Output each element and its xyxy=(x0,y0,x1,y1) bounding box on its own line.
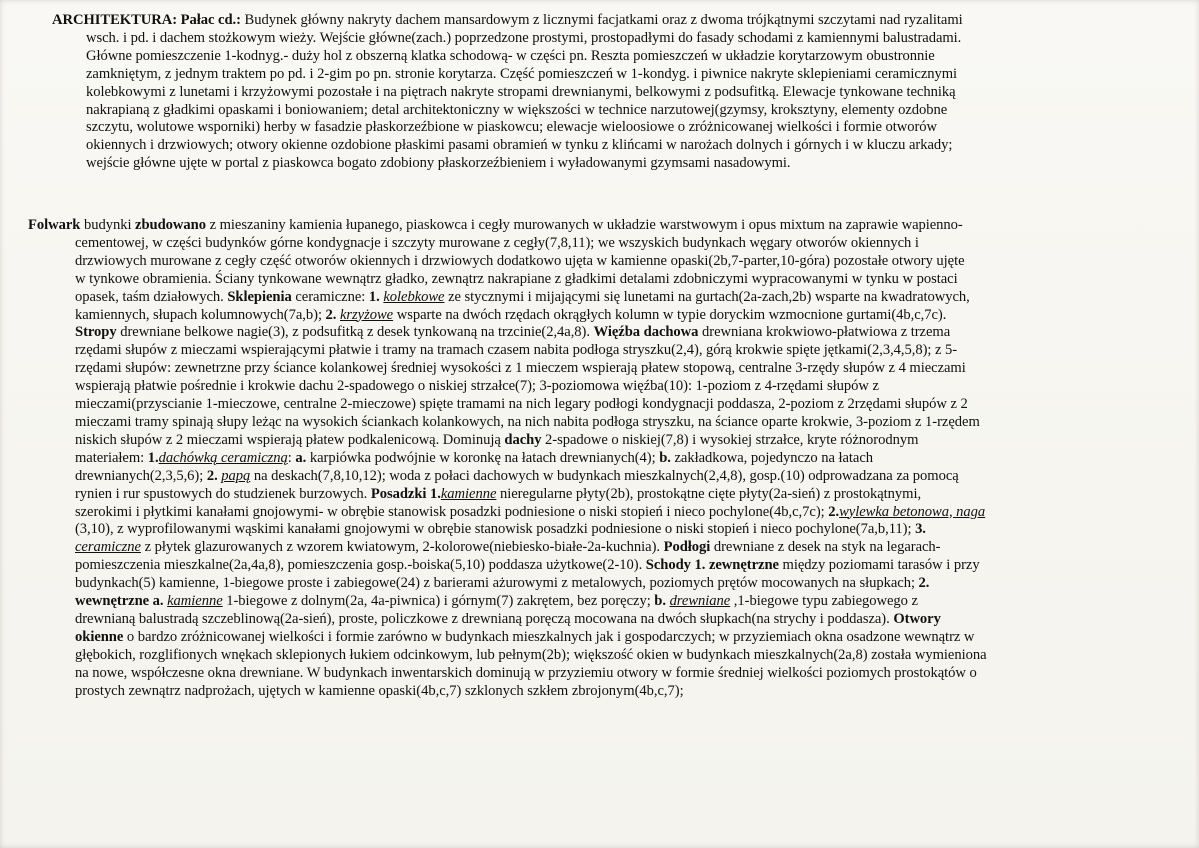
text-line xyxy=(28,289,1178,307)
text-run: w tynkowe obramienia. Ściany tynkowane wewnątrz gładko, zewnątrz nakrapiane z gładkimi detalami zdobniczymi wypracowanymi w tynku w postaci xyxy=(75,270,958,287)
text-run: : xyxy=(287,449,296,466)
text-run: opasek, taśm działowych. xyxy=(75,288,228,305)
text-run: 1-biegowe z dolnym(2a, 4a-piwnica) i górnym(7) zakrętem, bez poręczy; xyxy=(222,593,655,610)
bold-term: Podłogi xyxy=(663,539,711,556)
bold-term: okienne xyxy=(75,628,124,645)
text-line xyxy=(28,539,1178,557)
bold-term: 2. xyxy=(918,575,930,592)
text-line xyxy=(28,504,1178,522)
bold-term: 1. xyxy=(368,288,384,305)
text-line xyxy=(52,137,1164,155)
text-run: budynkach(5) kamienne, 1-biegowe proste i zabiegowe(24) z barierami ażurowymi z metalowych, poziomych prętów mocowanych na słupkach; xyxy=(75,575,919,592)
text-run: ceramiczne: xyxy=(291,288,369,305)
bold-term: a. xyxy=(295,449,307,466)
bold-term: 1. xyxy=(147,449,159,466)
text-run: kamiennych, słupach kolumnowych(7a,b); xyxy=(75,306,326,323)
text-line xyxy=(28,378,1178,396)
underlined-term: wylewka betonowa, naga xyxy=(839,503,986,520)
text-run: prostych zewnątrz nadprożach, ujętych w kamienne opaski(4b,c,7) szklonych szkłem zbrojonym(4b,c,7); xyxy=(75,682,684,699)
bold-term: zbudowano xyxy=(135,217,206,233)
text-run: rzędami słupów z mieczami wspierającymi płatwie i tramy na tramach czasem nabita podłoga stryszku(2,4), górą krokwie spięte jętkami(2,3,4,5,8); z 5- xyxy=(75,342,958,359)
text-run: drewniana krokwiowo-płatwiowa z trzema xyxy=(698,324,951,341)
text-line xyxy=(28,360,1178,378)
underlined-term: kolebkowe xyxy=(383,288,445,305)
text-line xyxy=(28,521,1178,539)
bold-term: 2. xyxy=(206,467,222,484)
text-line xyxy=(52,66,1164,84)
text-run: między poziomami tarasów i przy xyxy=(778,557,980,574)
bold-term: Posadzki 1. xyxy=(370,485,441,502)
text-run: ,1-biegowe typu zabiegowego z xyxy=(730,593,918,610)
text-line xyxy=(28,450,1178,468)
text-line xyxy=(28,683,1178,701)
text-line xyxy=(28,217,1178,235)
text-line xyxy=(52,12,1164,30)
bold-term: Stropy xyxy=(75,324,117,341)
text-line xyxy=(28,414,1178,432)
text-line xyxy=(52,30,1164,48)
bold-term: Otwory xyxy=(893,610,941,627)
bold-term: 2. xyxy=(828,503,840,520)
text-line xyxy=(28,647,1178,665)
text-run: karpiówka podwójnie w koronkę na łatach drewnianych(4); xyxy=(306,449,660,466)
text-line xyxy=(52,84,1164,102)
text-line xyxy=(52,48,1164,66)
text-run: kolebkowymi z lunetami i krzyżowymi pozostałe i na piętrach nakryte stropami drewnianymi, belkowymi z podsufitką. Elewacje tynkowane techniką xyxy=(86,83,956,100)
underlined-term: papą xyxy=(221,467,251,484)
text-run: zamkniętym, z jednym traktem po pd. i 2-gim po pn. stronie korytarza. Część pomieszczeń w 1-kondyg. i piwnice nakryte sklepieniami ceramicznymi xyxy=(86,65,958,82)
text-run: wspierają płatwie pośrednie i krokwie dachu 2-spadowego o niskiej strzałce(7); 3-poziomowa więźba(10): 1-poziom z 4-rzędami słupów z xyxy=(75,378,879,395)
text-line xyxy=(28,396,1178,414)
text-line xyxy=(28,342,1178,360)
text-run: wsch. i pd. i dachem stożkowym wieży. Wejście główne(zach.) poprzedzone prostymi, prostopadłymi do fasady schodami z kamiennymi balustradami. xyxy=(86,29,962,46)
bold-term: b. xyxy=(659,449,671,466)
text-run: głębokich, rozglifionych wnękach sklepionych łukiem odcinkowym, lub pełnym(2b); większość okien w budynkach mieszkalnych(2a,8) została wymieniona xyxy=(75,646,987,663)
text-line xyxy=(52,102,1164,120)
text-line xyxy=(28,253,1178,271)
text-run: Budynek główny nakryty dachem mansardowym z licznymi facjatkami oraz z dwoma trójkątnymi szczytami nad ryzalitami xyxy=(240,12,963,28)
text-run: z mieszaniny kamienia łupanego, piaskowca i cegły murowanych w układzie warstwowym i opus mixtum na zaprawie wapienno- xyxy=(205,217,963,233)
bold-term: dachy xyxy=(504,431,542,448)
bold-term: 2. xyxy=(325,306,340,323)
text-run: wsparte na dwóch rzędach okrągłych kolumn w typie doryckim wzmocnione gurtami(4b,c,7c). xyxy=(393,306,947,323)
text-line xyxy=(28,324,1178,342)
text-run: drewnianą balustradą szczeblinową(2a-sień), proste, policzkowe z drewnianą poręczą mocowana na dwóch słupkach(na strychy i poddasza). xyxy=(75,610,894,627)
text-run: niskich słupów z 2 mieczami wspierają płatew podkalenicową. Dominują xyxy=(75,431,505,448)
text-line xyxy=(28,575,1178,593)
text-run: materiałem: xyxy=(75,449,148,466)
text-run: nieregularne płyty(2b), prostokątne cięte płyty(2a-sień) z prostokątnymi, xyxy=(496,485,922,502)
bold-term: Schody 1. zewnętrzne xyxy=(645,557,779,574)
underlined-term: krzyżowe xyxy=(340,306,394,323)
text-run: nakrapianą z gładkimi opaskami i boniowaniem; detal architektoniczny w większości w technice narzutowej(gzymsy, kroksztyny, elementy ozdobne xyxy=(86,101,948,118)
text-line xyxy=(28,271,1178,289)
text-run: o bardzo zróżnicowanej wielkości i formie zarówno w budynkach mieszkalnych jak i gospodarczych; w przyziemiach okna osadzone wewnątrz w xyxy=(123,628,975,645)
bold-term: Folwark xyxy=(28,217,81,233)
text-line xyxy=(28,307,1178,325)
underlined-term: kamienne xyxy=(167,593,223,610)
text-line xyxy=(28,593,1178,611)
text-run: okiennych i drzwiowych; otwory okienne ozdobione płaskimi pasami obramień w tynku z klińcami w narożach dolnych i górnych i w kluczu arkady; xyxy=(86,137,953,154)
text-run: drewniane z desek na styk na legarach- xyxy=(710,539,941,556)
text-run: szczytu, wolutowe wsporniki) herby w fasadzie płaskorzeźbione w piaskowcu; elewacje wieloosiowe o zróżnicowanej wielkości i formie otworów xyxy=(86,119,938,136)
text-line xyxy=(28,468,1178,486)
text-run: 2-spadowe o niskiej(7,8) i wysokiej strzałce, kryte różnorodnym xyxy=(541,431,919,448)
text-line xyxy=(28,432,1178,450)
text-run: zakładkowa, pojedynczo na łatach xyxy=(670,449,874,466)
text-run: mieczami tramy spinają słupy leżąc na wysokich ściankach kolankowych, na nich nabita podłoga stryszku, na ściance oparte krokwie, 3-poziom z 1-rzędem xyxy=(75,413,980,430)
text-run: ze stycznymi i mijającymi się lunetami na gurtach(2a-zach,2b) wsparte na kwadratowych, xyxy=(444,288,970,305)
section-architektura xyxy=(52,12,1164,173)
underlined-term: dachówką ceramiczną xyxy=(158,449,288,466)
bold-term: 3. xyxy=(915,521,926,538)
text-run: wejście główne ujęte w portal z piaskowca bogato zdobiony płaskorzeźbieniem i wyładowanymi gzymsami nasadowymi. xyxy=(86,155,791,172)
section-folwark xyxy=(28,217,1178,700)
text-line xyxy=(28,557,1178,575)
text-run: na deskach(7,8,10,12); woda z połaci dachowych w budynkach mieszkalnych(2,4,8), gosp.(10) odprowadzana za pomocą xyxy=(250,467,959,484)
text-run: na nowe, współczesne okna drewniane. W budynkach inwentarskich dominują w przyziemiu otwory w formie średniej wielkości poziomych prostokątów o xyxy=(75,664,977,681)
text-run: rynien i rur spustowych do studzienek burzowych. xyxy=(75,485,371,502)
bold-term: ARCHITEKTURA: Pałac cd.: xyxy=(52,12,241,28)
text-run: mieczami(przyscianie 1-mieczowe, centralne 2-mieczowe) spięte tramami na nich legary podłogi kondygnacji poddasza, 2-poziom z 2rzędami słupów z 2 xyxy=(75,396,968,413)
bold-term: Więźba dachowa xyxy=(593,324,699,341)
text-run: cementowej, w części budynków górne kondygnacje i szczyty murowane z cegły(7,8,11); we wszyskich budynkach węgary otworów okiennych i xyxy=(75,234,919,251)
text-run: drewniane belkowe nagie(3), z podsufitką z desek tynkowaną na trzcinie(2,4a,8). xyxy=(116,324,594,341)
text-line xyxy=(28,629,1178,647)
bold-term: Sklepienia xyxy=(227,288,292,305)
text-run: drzwiowych murowane z cegły część otworów okiennych i drzwiowych dodatkowo ujęta w kamienne opaski(2b,7-parter,10-góra) pozostałe otwory ujęte xyxy=(75,252,965,269)
underlined-term: kamienne xyxy=(440,485,497,502)
text-line xyxy=(28,486,1178,504)
bold-term: b. xyxy=(654,593,670,610)
text-line xyxy=(52,119,1164,137)
text-line xyxy=(28,611,1178,629)
text-run: Główne pomieszczenie 1-kodnyg.- duży hol z obszerną klatka schodową- w części pn. Reszta pomieszczeń w układzie korytarzowym obustronnie xyxy=(86,47,935,64)
text-run: drewnianych(2,3,5,6); xyxy=(75,467,207,484)
underlined-term: ceramiczne xyxy=(75,539,141,556)
bold-term: wewnętrzne a. xyxy=(75,593,168,610)
text-run: pomieszczenia mieszkalne(2a,4a,8), pomieszczenia gosp.-boiska(5,10) poddasza użytkowe(2-10). xyxy=(75,557,646,574)
text-run: rzędami słupów: zewnetrzne przy ściance kolankowej średniej wysokości z 1 mieczem wspierają płatew stopową, centralne 3-rzędy słupów z 4 mieczami xyxy=(75,360,966,377)
text-run: z płytek glazurowanych z wzorem kwiatowym, 2-kolorowe(niebiesko-białe-2a-kuchnia). xyxy=(140,539,664,556)
text-run: (3,10), z wyprofilowanymi wąskimi kanałami gnojowymi w obrębie stanowisk posadzki podniesione o niski stopień i nieco pochylone(7a,b,11); xyxy=(75,521,916,538)
text-run: budynki xyxy=(80,217,136,233)
text-line xyxy=(28,235,1178,253)
text-line xyxy=(52,155,1164,173)
text-line xyxy=(28,665,1178,683)
text-run: szerokimi i płytkimi kanałami gnojowymi- w obrębie stanowisk posadzki podniesione o niski stopień i nieco pochylone(4b,c,7c); xyxy=(75,503,829,520)
underlined-term: drewniane xyxy=(669,593,731,610)
